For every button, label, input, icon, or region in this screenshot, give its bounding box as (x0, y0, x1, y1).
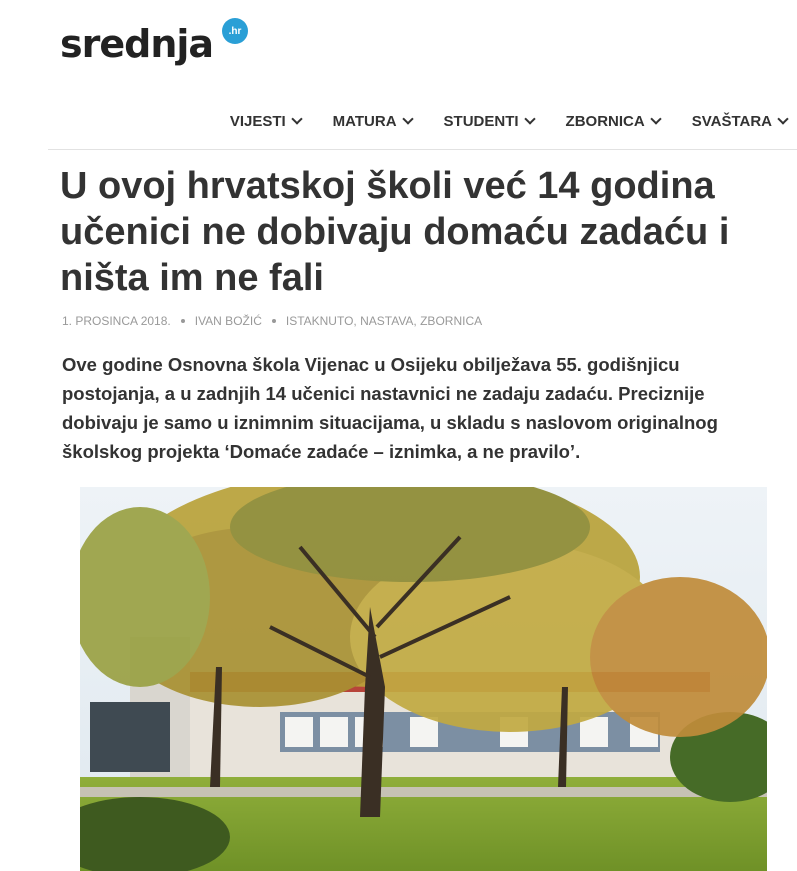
article-author[interactable]: IVAN BOŽIĆ (194, 314, 262, 328)
article-date: 1. PROSINCA 2018. (62, 314, 171, 328)
article-lede: Ove godine Osnovna škola Vijenac u Osijeku obilježava 55. godišnjicu postojanja, a u zadnjih 14 učenici nastavnici ne zadaju zadaću. Preciznije dobivaju je samo u iznimnim situacijama, u skladu s naslovom originalnog školskog projekta ‘Domaće zadaće – iznimka, a ne pravilo’. (62, 354, 718, 462)
chevron-down-icon (650, 113, 661, 124)
chevron-down-icon (291, 113, 302, 124)
nav-label: VIJESTI (229, 112, 286, 130)
main-nav-list (228, 104, 787, 138)
nav-label: STUDENTI (443, 112, 519, 130)
nav-label: MATURA (332, 112, 397, 130)
main-nav (228, 104, 787, 138)
meta-separator (181, 319, 185, 323)
nav-item-vijesti[interactable] (230, 104, 301, 138)
logo-text: srednja (60, 22, 214, 66)
nav-item-matura[interactable] (333, 104, 412, 138)
meta-separator (272, 319, 276, 323)
article-title: U ovoj hrvatskoj školi već 14 godina učenici ne dobivaju domaću zadaću i ništa im ne fali (60, 165, 730, 299)
header-divider (48, 149, 797, 150)
nav-item-studenti[interactable] (444, 104, 534, 138)
article-featured-image (80, 487, 767, 871)
article-meta (62, 314, 482, 328)
nav-item-svastara[interactable] (692, 104, 787, 138)
nav-item-zbornica[interactable] (566, 104, 660, 138)
chevron-down-icon (524, 113, 535, 124)
site-logo[interactable] (60, 22, 242, 66)
article-categories[interactable]: ISTAKNUTO, NASTAVA, ZBORNICA (285, 314, 483, 328)
chevron-down-icon (777, 113, 788, 124)
chevron-down-icon (402, 113, 413, 124)
nav-label: ZBORNICA (565, 112, 645, 130)
nav-label: SVAŠTARA (691, 112, 772, 130)
logo-badge: .hr (222, 18, 248, 44)
